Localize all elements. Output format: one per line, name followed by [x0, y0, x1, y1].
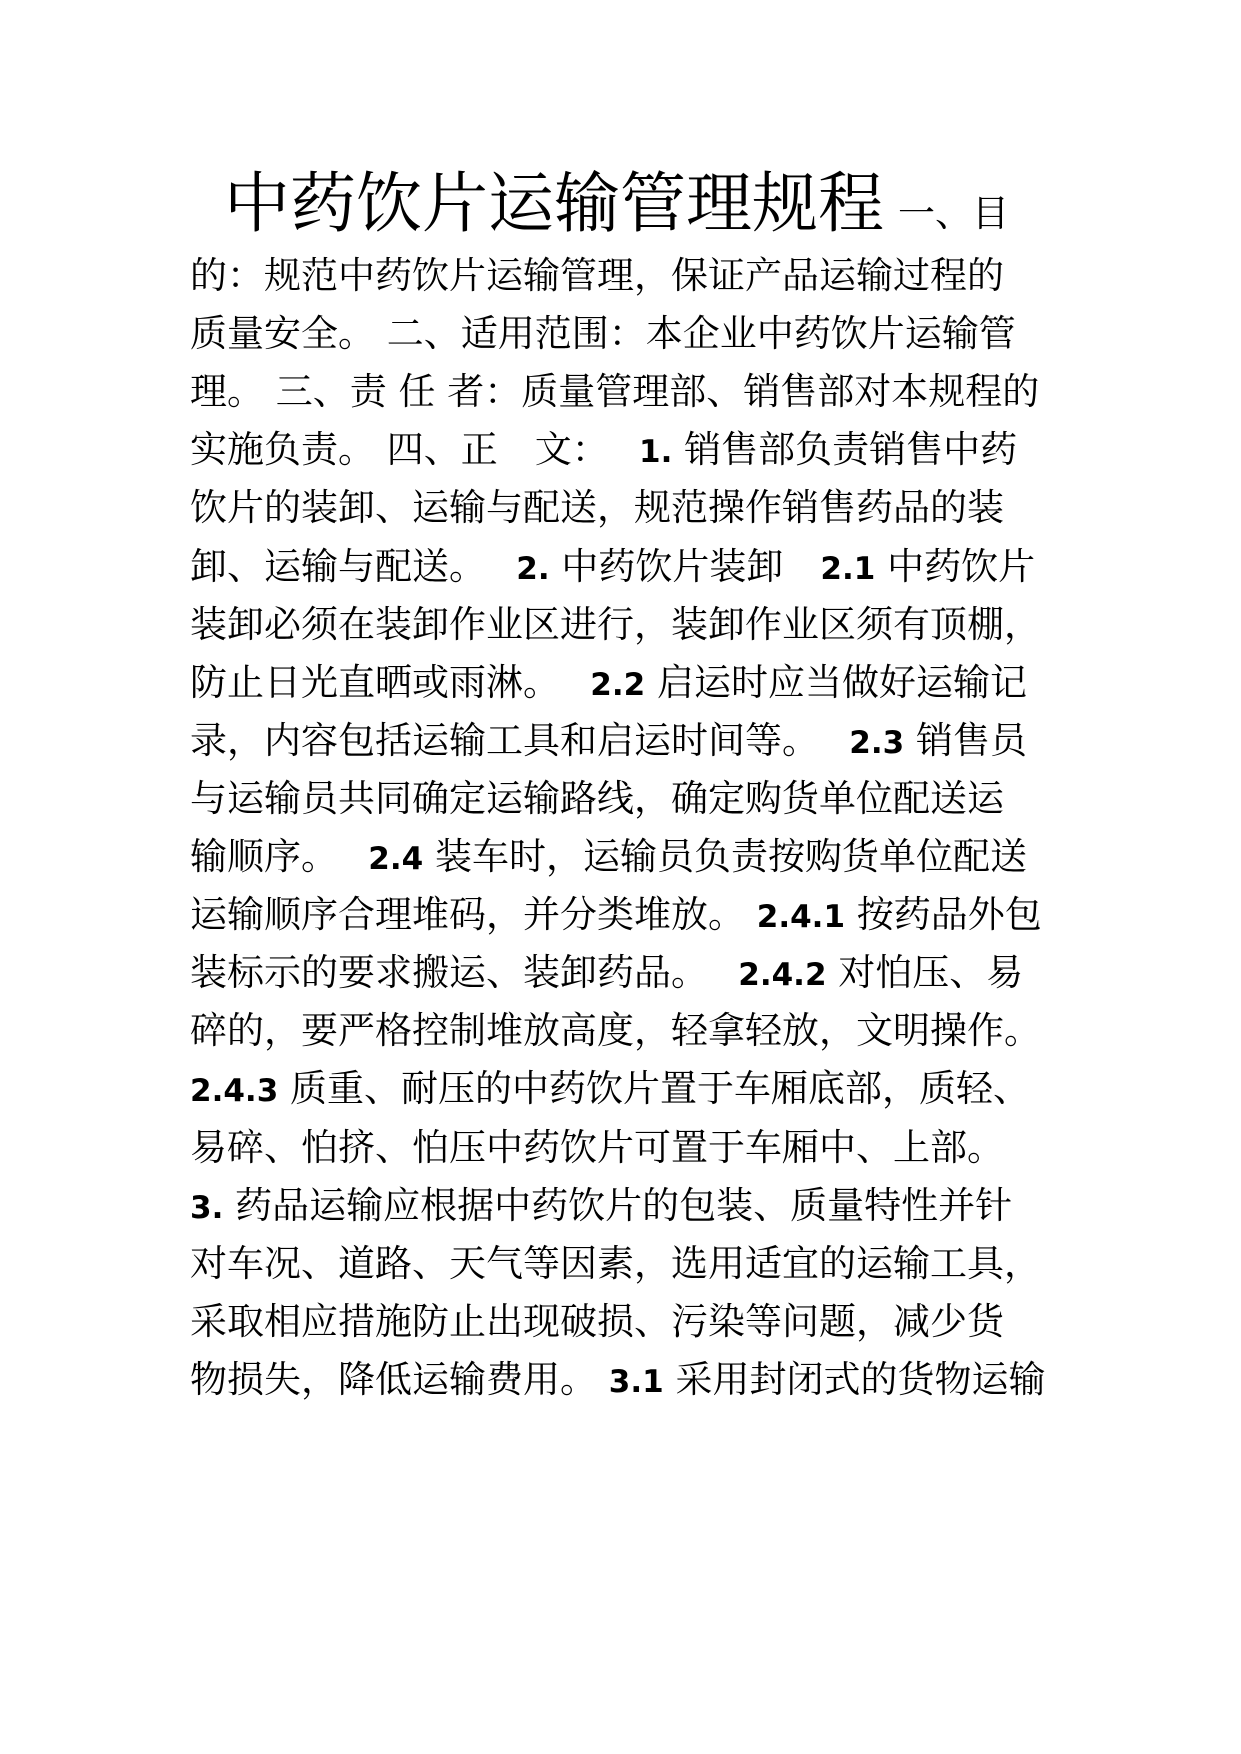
section-number: 3.1: [608, 1363, 664, 1400]
body-text: 物损失，降低运输费用。: [190, 1357, 609, 1401]
body-text: 饮片的装卸、运输与配送，规范操作销售药品的装: [190, 486, 1004, 530]
body-text: 采取相应措施防止出现破损、污染等问题，减少货: [190, 1299, 1004, 1343]
body-text: 实施负责。 四、正 文：: [190, 428, 640, 472]
body-text: 质量安全。 二、适用范围：本企业中药饮片运输管: [190, 312, 1016, 356]
section-number: 2.2: [590, 666, 646, 703]
body-line: [190, 1009, 1070, 1053]
body-text: 中药饮片: [875, 544, 1036, 588]
section-number: 1.: [639, 434, 673, 471]
body-text: 对怕压、易: [826, 951, 1024, 995]
body-text: 装标示的要求搬运、装卸药品。: [190, 951, 739, 995]
body-line: [190, 545, 1070, 591]
section-number: 2.: [516, 550, 550, 587]
body-line: [190, 486, 1070, 530]
body-line: [190, 254, 1070, 298]
body-text: 装车时，运输员负责按购货单位配送: [423, 835, 1027, 878]
body-text: 启运时应当做好运输记: [645, 660, 1027, 704]
title-tail: 一、目: [898, 192, 1009, 235]
body-line: [190, 661, 1070, 707]
body-text: 药品运输应根据中药饮片的包装、质量特性并针: [223, 1183, 1013, 1227]
body-text: 理。 三、责 任 者：质量管理部、销售部对本规程的: [190, 370, 1040, 414]
body-text: 销售员: [904, 718, 1027, 762]
body-text: 录，内容包括运输工具和启运时间等。: [190, 718, 850, 762]
body-text: 输顺序。: [190, 835, 369, 878]
body-line: [190, 835, 1070, 881]
body-line: [190, 1126, 1070, 1170]
section-number: 2.4.3: [190, 1073, 279, 1110]
body-text: 质重、耐压的中药饮片置于车厢底部，质轻、: [278, 1067, 1031, 1111]
body-text: 卸、运输与配送。: [190, 544, 517, 588]
body-text: 按药品外包: [845, 893, 1042, 937]
section-number: 2.4.1: [756, 899, 846, 936]
body-text: 运输顺序合理堆码，并分类堆放。: [190, 893, 757, 937]
body-text: 易碎、怕挤、怕压中药饮片可置于车厢中、上部。: [190, 1125, 1004, 1169]
body-line: [190, 312, 1070, 356]
body-text: 对车况、道路、天气等因素，选用适宜的运输工具，: [190, 1241, 1041, 1285]
body-line: [190, 428, 1070, 474]
body-text: 采用封闭式的货物运输: [663, 1357, 1046, 1401]
section-number: 2.3: [849, 724, 905, 761]
body-text: 销售部负责销售中药: [672, 428, 1018, 472]
document-title: [224, 164, 1009, 254]
body-line: [190, 1067, 1070, 1113]
body-text: 中药饮片装卸: [549, 544, 821, 588]
body-text: 的：规范中药饮片运输管理，保证产品运输过程的: [190, 254, 1004, 297]
body-text: 与运输员共同确定运输路线，确定购货单位配送运: [190, 776, 1004, 820]
body-text: 防止日光直晒或雨淋。: [190, 660, 591, 704]
body-line: [190, 951, 1070, 997]
body-line: [190, 1300, 1070, 1344]
body-text: 装卸必须在装卸作业区进行，装卸作业区须有顶棚，: [190, 602, 1041, 646]
body-line: [190, 1184, 1070, 1230]
title-main: 中药饮片运输管理规程: [224, 165, 884, 242]
section-number: 2.1: [820, 550, 876, 587]
section-number: 2.4: [368, 841, 424, 877]
body-line: [190, 719, 1070, 765]
body-text: 碎的，要严格控制堆放高度，轻拿轻放，文明操作。: [190, 1009, 1041, 1053]
body-line: [190, 603, 1070, 647]
body-line: [190, 1358, 1070, 1404]
body-line: [190, 1242, 1070, 1286]
section-number: 3.: [190, 1189, 224, 1226]
section-number: 2.4.2: [738, 957, 827, 994]
body-line: [190, 370, 1070, 414]
body-line: [190, 777, 1070, 821]
body-line: [190, 893, 1070, 939]
